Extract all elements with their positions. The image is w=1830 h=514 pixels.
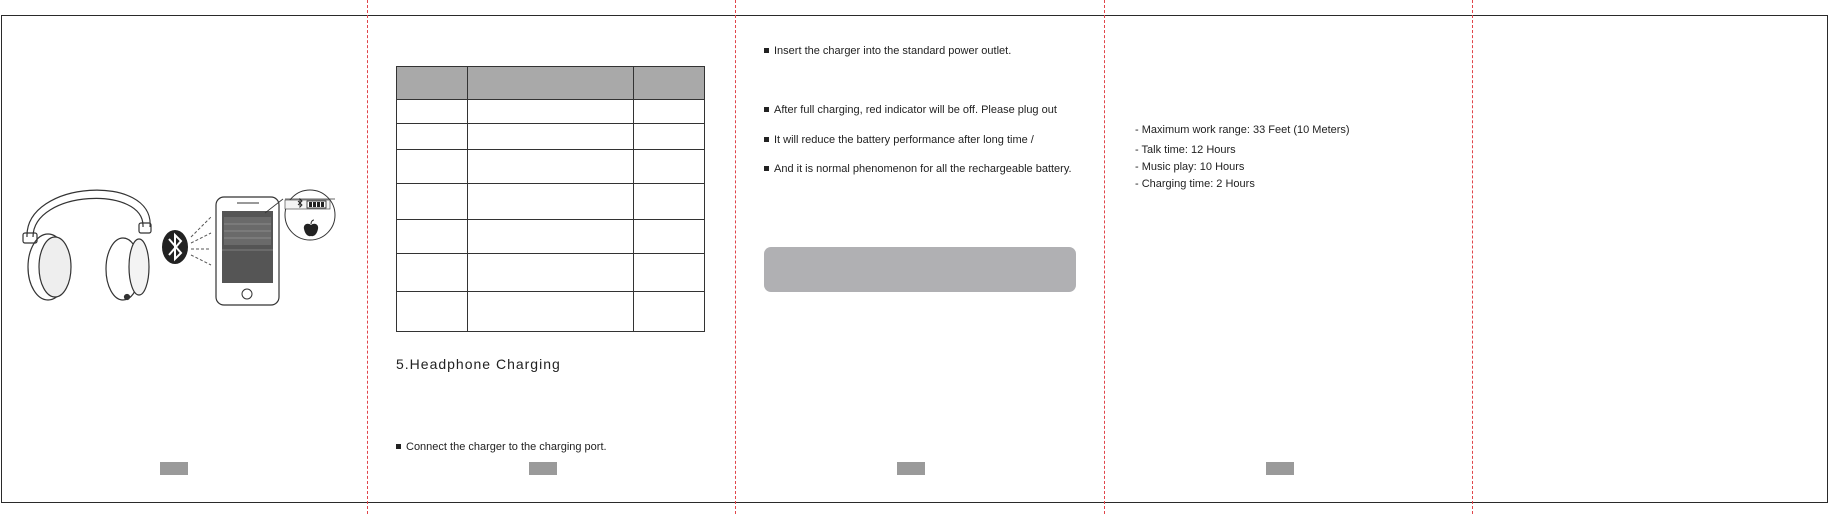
bullet-item: Insert the charger into the standard power outlet. bbox=[764, 45, 1011, 57]
table-row bbox=[397, 219, 705, 253]
page-number-box bbox=[529, 462, 557, 475]
indicator-table bbox=[396, 66, 705, 332]
bullet-square-icon bbox=[764, 107, 769, 112]
headphones-illustration bbox=[23, 190, 151, 300]
spec-line: - Maximum work range: 33 Feet (10 Meters) bbox=[1135, 124, 1350, 136]
bluetooth-icon bbox=[162, 230, 188, 264]
spec-line: - Charging time: 2 Hours bbox=[1135, 178, 1255, 190]
bullet-square-icon bbox=[764, 166, 769, 171]
pairing-illustration bbox=[15, 185, 345, 315]
section-heading: 5.Headphone Charging bbox=[396, 356, 561, 372]
table-row bbox=[397, 100, 705, 124]
table-row bbox=[397, 124, 705, 149]
signal-lines bbox=[191, 217, 211, 265]
bullet-square-icon bbox=[396, 444, 401, 449]
page-number-box bbox=[897, 462, 925, 475]
fold-line-3 bbox=[1104, 0, 1105, 514]
page-number-box bbox=[160, 462, 188, 475]
spec-line: - Music play: 10 Hours bbox=[1135, 161, 1245, 173]
page-number-box bbox=[1266, 462, 1294, 475]
table-row bbox=[397, 253, 705, 291]
table-row bbox=[397, 291, 705, 331]
table-row bbox=[397, 183, 705, 219]
bullet-item: It will reduce the battery performance after long time / bbox=[764, 134, 1034, 146]
bullet-item: After full charging, red indicator will be off. Please plug out bbox=[764, 104, 1057, 116]
table-row bbox=[397, 149, 705, 183]
fold-line-2 bbox=[735, 0, 736, 514]
table-header-row bbox=[397, 67, 705, 100]
bullet-square-icon bbox=[764, 137, 769, 142]
smartphone-illustration bbox=[216, 197, 279, 305]
fold-line-1 bbox=[367, 0, 368, 514]
fold-line-4 bbox=[1472, 0, 1473, 514]
spec-line: - Talk time: 12 Hours bbox=[1135, 144, 1236, 156]
bullet-item: And it is normal phenomenon for all the rechargeable battery. bbox=[764, 163, 1072, 175]
note-box bbox=[764, 247, 1076, 292]
bullet-square-icon bbox=[764, 48, 769, 53]
bullet-item: Connect the charger to the charging port. bbox=[396, 441, 607, 453]
